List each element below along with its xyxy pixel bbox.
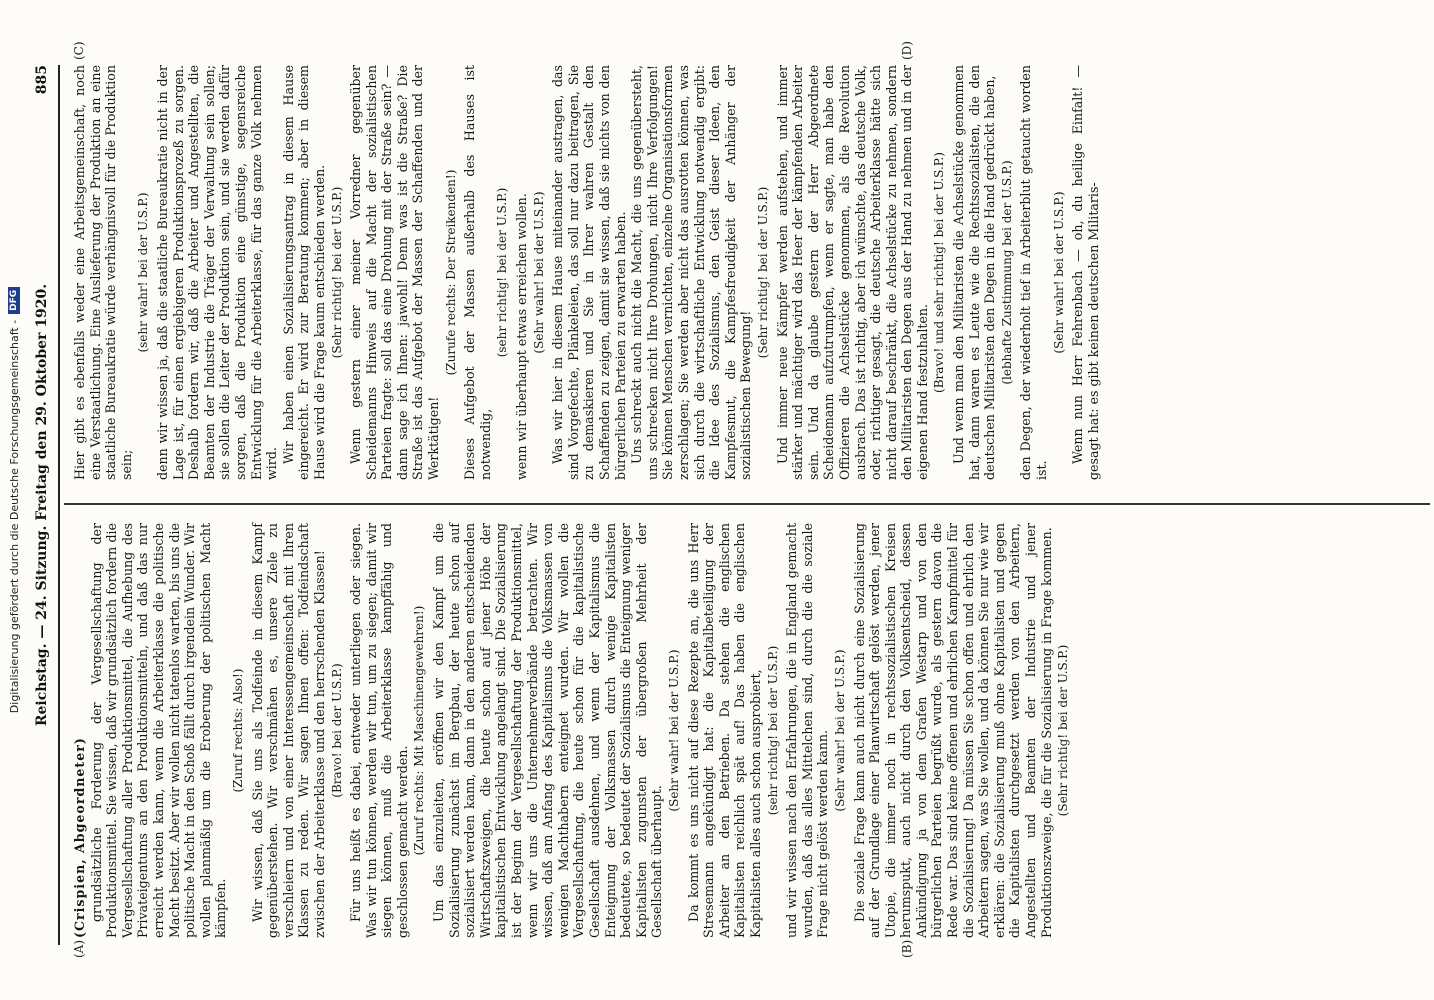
interjection: (sehr wahr! bei der U.S.P.)	[136, 192, 151, 353]
speech-paragraph: Hier gibt es ebenfalls weder eine Arbeitsgemeinschaft, noch eine Verstaatlichung. Eine Auslieferung der Produktion an eine staatliche Bureaukratie würde verhängnisvoll für die Produktion sein;	[72, 65, 134, 480]
interjection: (Sehr wahr! bei der U.S.P.)	[531, 191, 546, 354]
speech-paragraph: Da kommt es uns nicht auf diese Rezepte an, die uns Herr Stresemann angekündigt hat: die Kapitalbeteiligung der Arbeiter an den Betrieben. Da stehen die englischen Kapitalisten reichlich spät auf! Das haben die englischen Kapitalisten alles auch schon ausprobiert,	[685, 523, 763, 938]
interjection: (Zuruf rechts: Mit Maschinengewehren!)	[412, 605, 427, 856]
speaker-label: (Crispien, Abgeordneter)	[72, 737, 87, 938]
interjection: (Zuruf rechts: Also!)	[230, 668, 245, 793]
speech-paragraph: Wenn nun Herr Fehrenbach — oh, du heilige Einfalt! — gesagt hat: es gibt keinen deutschen Militaris-	[1070, 65, 1101, 480]
interjection: (Sehr wahr! bei der U.S.P.)	[666, 649, 681, 812]
interjection: (lebhafte Zustimmung bei der U.S.P.)	[999, 160, 1014, 385]
interjection: (Sehr richtig! bei der U.S.P.)	[755, 186, 770, 359]
speech-paragraph: und wir wissen nach den Erfahrungen, die in England gemacht wurden, daß das alles Mittelchen sind, durch die die soziale Frage nicht gelöst werden kann.	[784, 523, 831, 938]
column-divider	[64, 503, 1430, 505]
speech-paragraph: Für uns heißt es dabei, entweder unterliegen oder siegen. Was wir tun können, werden wir tun, um zu siegen; damit wir siegen können, muß die Arbeiterklasse kampffähig und geschlossen gemacht werden.	[348, 523, 410, 938]
speech-paragraph: Und wenn man den Militaristen die Achselstücke genommen hat, dann waren es Leute wie die Rechtssozialisten, die den deutschen Militaristen den Degen in die Hand gedrückt haben,	[951, 65, 998, 480]
margin-label-b: (B)	[900, 939, 914, 958]
speech-paragraph: Um das einzuleiten, eröffnen wir den Kampf um die Sozialisierung zunächst im Bergbau, der heute schon auf sozialisiert werden kann, dann in den anderen entscheidenden Wirtschaftszweigen, die heute schon auf jener Höhe der kapitalistischen Entwicklung angelangt sind. Die Sozialisierung ist der Beginn der Vergesellschaftung der Produktionsmittel, wenn wir uns die Unternehmerverbände betrachten. Wir wissen, daß am Anfang des Kapitalismus die Volksmassen von wenigen Machthabern enteignet wurden. Wir wollen die Vergesellschaftung, die heute schon für die kapitalistische Gesellschaft ausdehnen, und wenn der Kapitalismus die Enteignung der Volksmassen durch wenige Kapitalisten bedeutete, so bedeutet der Sozialismus die Enteignung weniger Kapitalisten zugunsten der übergroßen Mehrheit der Gesellschaft überhaupt.	[431, 523, 665, 938]
speech-paragraph: Und immer neue Kämpfer werden aufstehen, und immer stärker und mächtiger wird das Heer der kämpfenden Arbeiter sein. Und da glaube gestern der Herr Abgeordnete Scheidemann aufzutrumpfen, wenn er sagte, man habe den Offizieren die Achselstücke genommen, als die Revolution ausbrach. Das ist richtig, aber ich wünschte, das deutsche Volk, oder, richtiger gesagt, die deutsche Arbeiterklasse hätte sich nicht darauf beschränkt, die Achselstücke zu nehmen, sondern den Militaristen den Degen aus der Hand zu nehmen und in der eigenen Hand festzuhalten.	[774, 65, 930, 480]
speech-paragraph: Wenn gestern einer meiner Vorredner gegenüber Scheidemanns Hinweis auf die Macht der sozialistischen Parteien fragte: soll das eine Drohung mit der Straße sein? — dann sage ich Ihnen: jawohl! Denn was ist die Straße? Die Straße ist das Aufgebot der Massen der Schaffenden und der Werktätigen!	[348, 65, 442, 480]
interjection: (Bravo! bei der U.S.P.)	[329, 663, 344, 798]
speech-paragraph: denn wir wissen ja, daß die staatliche Bureaukratie nicht in der Lage ist, für einen ergiebigeren Produktionsprozeß zu sorgen. Deshalb fordern wir, daß die Arbeiter und Angestellten, die Beamten der Industrie die Träger der Verwaltung sein sollen; sie sollen die Leiter der Produktion sein, und sie werden dafür sorgen, daß die Produktion eine günstige, segensreiche Entwicklung für die Arbeiterklasse, für das ganze Volk nehmen wird.	[154, 65, 280, 480]
interjection: (Sehr wahr! bei der U.S.P.)	[1051, 191, 1066, 354]
interjection: (Bravo! und sehr richtig! bei der U.S.P.)	[932, 152, 947, 393]
speech-paragraph: Was wir hier in diesem Hause miteinander austragen, das sind Vorgefechte, Plänkeleien, das soll nur dazu beitragen, Sie zu demaskieren und Sie in Ihrer wahren Gestalt den Schaffenden zu zeigen, damit sie wissen, daß sie nichts von den bürgerlichen Parteien zu erwarten haben.	[550, 65, 628, 480]
speech-paragraph: grundsätzliche Forderung der Vergesellschaftung der Produktionsmittel. Sie wissen, daß wir grundsätzlich fordern die Vergesellschaftung aller Produktionsmittel, die Aufhebung des Privateigentums an den Produktionsmitteln, und daß das nur erreicht werden kann, wenn die Arbeiterklasse die politische Macht besitzt. Aber wir wollen nicht tatenlos warten, bis uns die politische Macht in den Schoß fällt durch irgendein Wunder. Wir wollen planmäßig um die Eroberung der politischen Macht kämpfen.	[88, 523, 229, 938]
margin-label-a: (A)	[72, 939, 86, 958]
speech-paragraph: den Degen, der wiederholt tief in Arbeiterblut getaucht worden ist.	[1018, 65, 1050, 480]
interjection: (Zurufe rechts: Der Streikenden!)	[443, 169, 458, 376]
interjection: (Sehr richtig! bei der U.S.P.)	[329, 186, 344, 359]
interjection: (Sehr richtig! bei der U.S.P.)	[1056, 644, 1071, 817]
left-column	[72, 523, 1075, 938]
speech-paragraph: wenn wir überhaupt etwas erreichen wollen.	[514, 193, 530, 480]
interjection: (Sehr wahr! bei der U.S.P.)	[832, 649, 847, 812]
speech-paragraph: Uns schreckt auch nicht die Macht, die uns gegenübersteht, uns schrecken nicht Ihre Drohungen, nicht Ihre Verfolgungen! Sie können Menschen vernichten, einzelne Organisationsformen zerschlagen; Sie werden aber nicht das ausrotten können, was sich durch die wirtschaftliche Entwicklung notwendig ergibt: die Idee des Sozialismus, den Geist dieser Ideen, den Kampfesmut, die Kampfesfreudigkeit der Anhänger der sozialistischen Bewegung!	[629, 65, 754, 480]
speech-paragraph: Dieses Aufgebot der Massen außerhalb des Hauses ist notwendig,	[462, 65, 493, 480]
dfg-logo: DFG	[8, 287, 20, 314]
margin-label-c: (C)	[72, 41, 86, 60]
credit-text: Digitalisierung gefördert durch die Deutsche Forschungsgemeinschaft -	[7, 319, 21, 714]
speech-paragraph: Die soziale Frage kann auch nicht durch eine Sozialisierung auf der Grundlage einer Planwirtschaft gelöst werden, jener Utopie, die immer noch in rechtssozialistischen Kreisen herumspukt, auch nicht durch den Volksentscheid, dessen Ankündigung ja von dem Grafen Westarp und von den bürgerlichen Parteien begrüßt wurde, als gestern davon die Rede war. Das sind keine offenen und ehrlichen Kampfmittel für die Sozialisierung! Da müssen Sie schon offen und ehrlich den Arbeitern sagen, was Sie wollen, und da können Sie nur wie wir erklären: die Sozialisierung muß ohne Kapitalisten und gegen die Kapitalisten durchgesetzt werden von den Arbeitern, Angestellten und Beamten der Industrie und jener Produktionszweige, die für die Sozialisierung in Frage kommen.	[851, 523, 1054, 938]
interjection: (sehr richtig! bei der U.S.P.)	[765, 645, 780, 816]
header-rule	[58, 65, 60, 945]
speech-paragraph: Wir wissen, daß Sie uns als Todfeinde in diesem Kampf gegenüberstehen. Wir verschmähen es, unsere Ziele zu verschleiern und von einer Interessengemeinschaft mit Ihren Klassen zu reden. Wir sagen Ihnen offen: Todfeindschaft zwischen der Arbeiterklasse und den herrschenden Klassen!	[249, 523, 327, 938]
digitization-credit	[6, 20, 22, 980]
header-title: Reichstag. — 24. Sitzung. Freitag den 29. Oktober 1920.	[34, 283, 50, 727]
interjection: (sehr richtig! bei der U.S.P.)	[495, 187, 510, 358]
speech-paragraph: Wir haben einen Sozialisierungsantrag in diesem Hause eingereicht. Er wird zur Beratung kommen; aber in diesem Hause wird die Frage kaum entschieden werden.	[280, 65, 327, 480]
margin-label-d: (D)	[900, 41, 914, 60]
right-column	[72, 65, 1102, 480]
page-header	[30, 65, 56, 945]
page-number: 885	[34, 65, 50, 95]
